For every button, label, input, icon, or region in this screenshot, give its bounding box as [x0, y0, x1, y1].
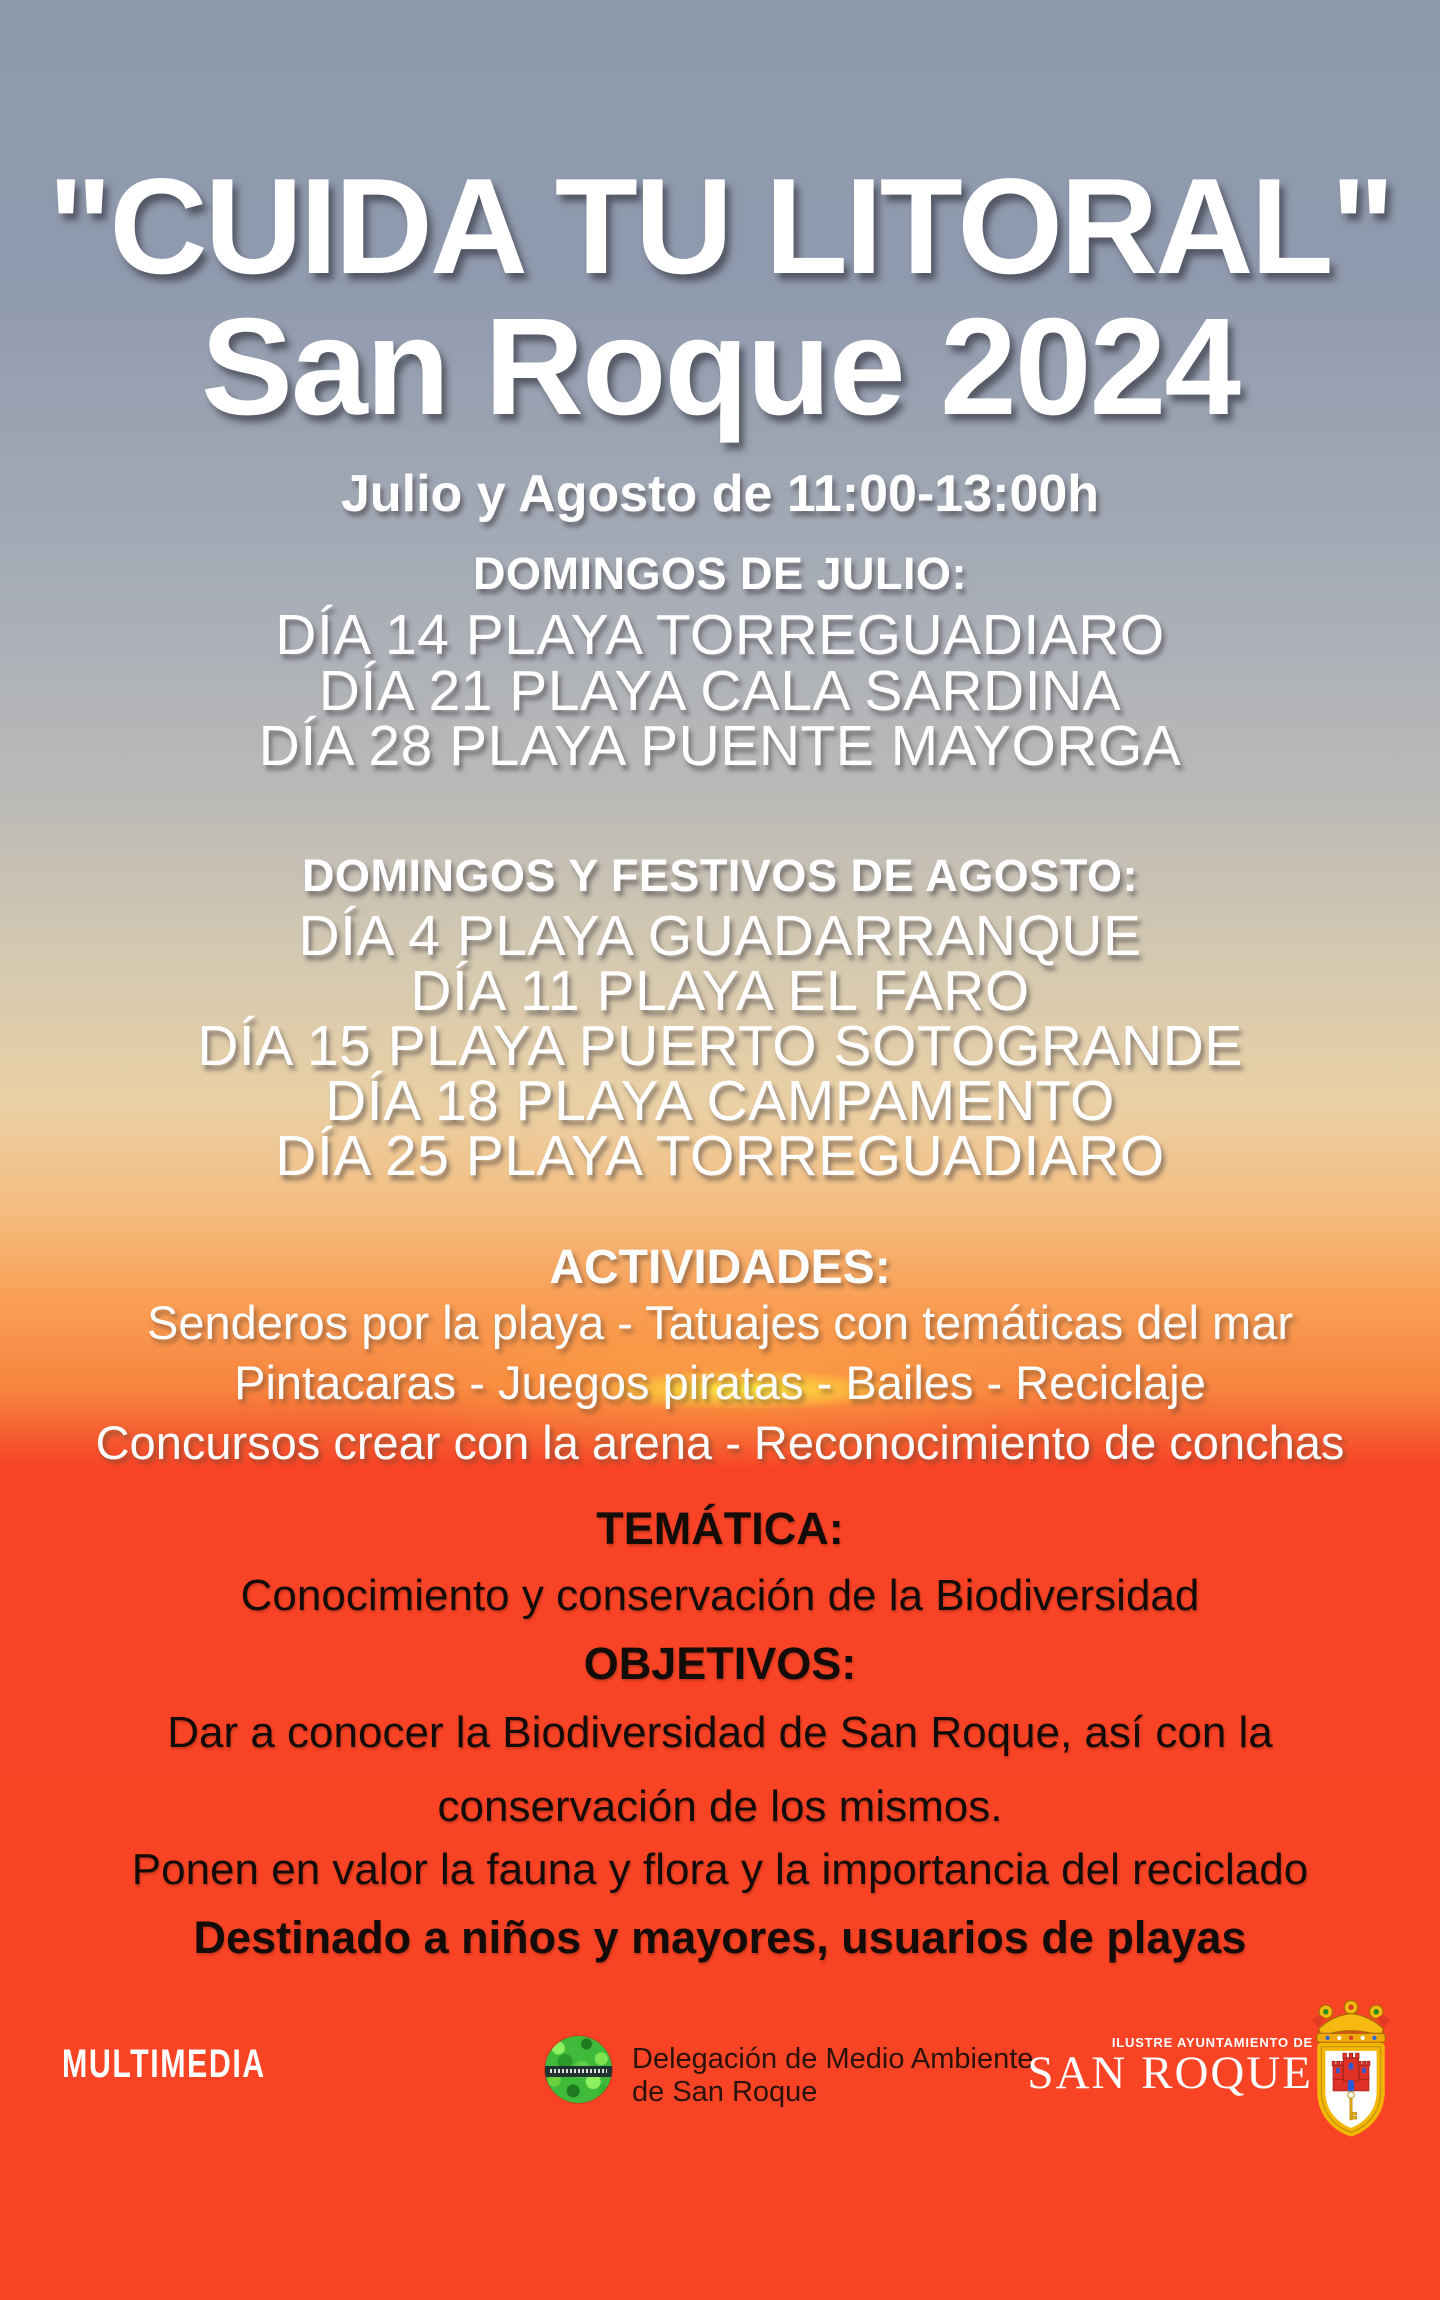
audience-line: Destinado a niños y mayores, usuarios de playas — [193, 1912, 1247, 1963]
august-day-item: DÍA 18 PLAYA CAMPAMENTO — [325, 1069, 1115, 1133]
multimedia-logo: MULTIMEDIA — [62, 2042, 266, 2086]
activities-line: Senderos por la playa - Tatuajes con temáticas del mar — [146, 1296, 1293, 1349]
august-day-item: DÍA 15 PLAYA PUERTO SOTOGRANDE — [197, 1014, 1243, 1078]
medio-ambiente-leaf-icon — [545, 2036, 612, 2103]
ayuntamiento-small-label: ILUSTRE AYUNTAMIENTO DE — [1111, 2035, 1313, 2050]
hashtag-band — [550, 2069, 606, 2073]
delegacion-line1: Delegación de Medio Ambiente — [632, 2043, 1034, 2075]
objetivos-line: Dar a conocer la Biodiversidad de San Roque, así con la — [167, 1708, 1273, 1757]
activities-line: Pintacaras - Juegos piratas - Bailes - Reciclaje — [234, 1356, 1206, 1409]
ayuntamiento-name-label: SAN ROQUE — [1027, 2047, 1313, 2099]
objetivos-line: Ponen en valor la fauna y flora y la importancia del reciclado — [131, 1845, 1309, 1894]
poster-title-line2: San Roque 2024 — [200, 290, 1240, 444]
july-day-item: DÍA 14 PLAYA TORREGUADIARO — [275, 603, 1165, 667]
ayuntamiento-logo-block — [880, 2035, 1313, 2099]
tematica-body: Conocimiento y conservación de la Biodiversidad — [240, 1571, 1200, 1620]
activities-heading: ACTIVIDADES: — [549, 1241, 891, 1294]
poster-title-line1: "CUIDA TU LITORAL" — [47, 150, 1393, 302]
august-section-heading: DOMINGOS Y FESTIVOS DE AGOSTO: — [302, 850, 1138, 901]
july-day-item: DÍA 21 PLAYA CALA SARDINA — [318, 659, 1122, 723]
delegacion-line2: de San Roque — [632, 2076, 818, 2108]
july-day-item: DÍA 28 PLAYA PUENTE MAYORGA — [258, 714, 1182, 778]
july-section-heading: DOMINGOS DE JULIO: — [472, 548, 968, 599]
august-day-item: DÍA 4 PLAYA GUADARRANQUE — [298, 904, 1142, 968]
august-day-item: DÍA 25 PLAYA TORREGUADIARO — [275, 1124, 1165, 1188]
tematica-heading: TEMÁTICA: — [596, 1503, 844, 1554]
poster-subtitle: Julio y Agosto de 11:00-13:00h — [340, 465, 1100, 523]
activities-line: Concursos crear con la arena - Reconocimiento de conchas — [95, 1416, 1345, 1469]
san-roque-crest-icon — [1306, 1998, 1396, 2138]
august-day-item: DÍA 11 PLAYA EL FARO — [410, 959, 1030, 1023]
objetivos-line: conservación de los mismos. — [437, 1782, 1003, 1831]
objetivos-heading: OBJETIVOS: — [583, 1638, 857, 1689]
